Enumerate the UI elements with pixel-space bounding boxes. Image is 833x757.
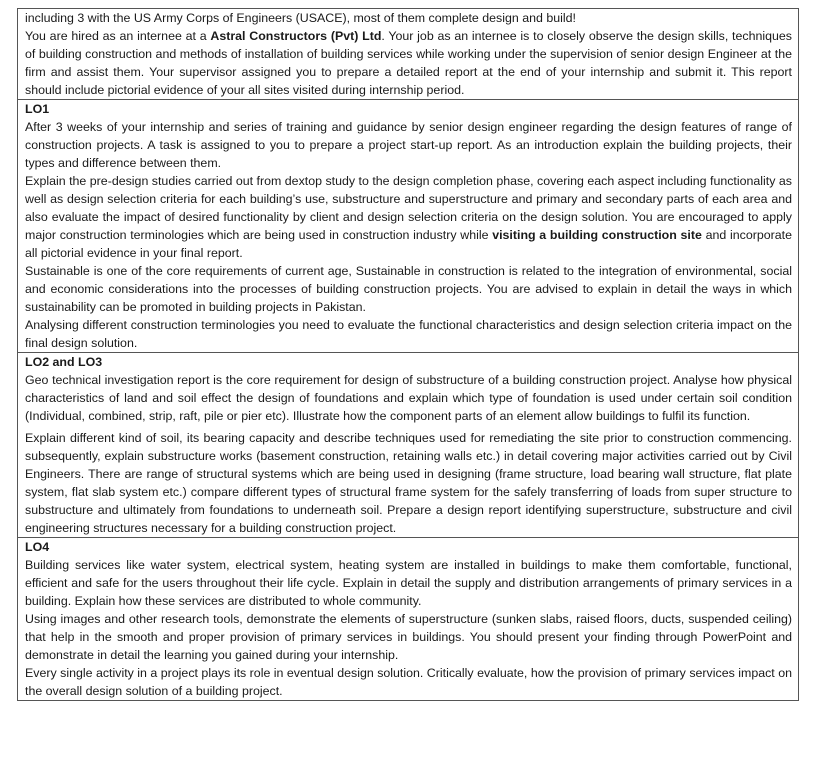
lo4-cell: [18, 537, 798, 700]
intro-text-end: . Your job as an internee is to closely observe the design skills, techniques of building construction and methods of installation of building services while working under the supervision of senior design Engineer at the firm and assist them. Your supervisor assigned you to prepare a detailed report at the end of your internship and submit it. This report should include pictorial evidence of your all sites visited during internship period.: [25, 29, 792, 97]
intro-text-start: You are hired as an internee at a: [25, 29, 211, 43]
lo4-paragraph-1: Building services like water system, electrical system, heating system are installed in buildings to make them comfortable, functional, efficient and safe for the users throughout their life cycle. Explain in detail the supply and distribution arrangements of primary services in a building. Explain how these services are distributed to whole community.: [25, 558, 792, 608]
lo2-paragraph-1: Geo technical investigation report is the core requirement for design of substructure of a building construction project. Analyse how physical characteristics of land and soil effect the design of foundations and explain which type of foundation is used under certain soil condition (Individual, combined, strip, raft, pile or pier etc). Illustrate how the component parts of an element allow buildings to fulfil its function.: [25, 373, 792, 423]
lo2-lo3-cell: [18, 352, 798, 537]
intro-line: including 3 with the US Army Corps of Engineers (USACE), most of them complete design and build!: [25, 11, 576, 25]
lo1-p2-bold: visiting a building construction site: [492, 228, 702, 242]
intro-paragraph: [25, 27, 792, 99]
lo1-paragraph-3: Sustainable is one of the core requirements of current age, Sustainable in construction is related to the integration of environmental, social and economic considerations into the processes of building construction projects. You are advised to explain in detail the ways in which sustainability can be promoted in building projects in Pakistan.: [25, 264, 792, 314]
intro-cell: [18, 9, 798, 99]
lo1-p2-end: and incorporate all pictorial evidence in your final report.: [25, 228, 792, 260]
assignment-table: [17, 8, 799, 701]
lo2-paragraph-2: Explain different kind of soil, its bearing capacity and describe techniques used for remediating the site prior to construction commencing. subsequently, explain substructure works (basement construction, retaining walls etc.) in detail covering major activities carried out by Civil Engineers. There are range of structural systems which are being used in designing (frame structure, load bearing wall structure, flat plate system, flat slab system etc.) compare different types of structural frame system for the safely transferring of loads from super structure to substructure and ultimately from foundations to underneath soil. Prepare a design report identifying superstructure, substructure and civil engineering structures necessary for a building construction project.: [25, 431, 792, 535]
lo1-paragraph-4: Analysing different construction terminologies you need to evaluate the functional characteristics and design selection criteria impact on the final design solution.: [25, 318, 792, 350]
lo1-cell: [18, 99, 798, 352]
lo4-paragraph-3: Every single activity in a project plays its role in eventual design solution. Critically evaluate, how the provision of primary services impact on the overall design solution of a building project.: [25, 666, 792, 698]
lo1-p2-start: Explain the pre-design studies carried out from dextop study to the design completion phase, covering each aspect including functionality as well as design selection criteria for each building’s use, substructure and superstructure and primary and secondary parts of each area and also evaluate the impact of desired functionality by client and design selection criteria on the design solution. You are encouraged to apply major construction terminologies which are being used in construction industry while: [25, 174, 792, 242]
lo1-paragraph-2: [25, 172, 792, 262]
lo1-heading: LO1: [25, 102, 50, 116]
lo2-lo3-heading: LO2 and LO3: [25, 355, 103, 369]
lo1-paragraph-1: After 3 weeks of your internship and series of training and guidance by senior design engineer regarding the design features of range of construction projects. A task is assigned to you to prepare a project start-up report. As an introduction explain the building projects, their types and difference between them.: [25, 120, 792, 170]
company-name: Astral Constructors (Pvt) Ltd: [210, 29, 382, 43]
lo4-paragraph-2: Using images and other research tools, demonstrate the elements of superstructure (sunken slabs, raised floors, ducts, suspended ceiling) that help in the smooth and proper provision of primary services in buildings. You should present your finding through PowerPoint and demonstrate in detail the learning you gained during your internship.: [25, 612, 792, 662]
lo4-heading: LO4: [25, 540, 50, 554]
